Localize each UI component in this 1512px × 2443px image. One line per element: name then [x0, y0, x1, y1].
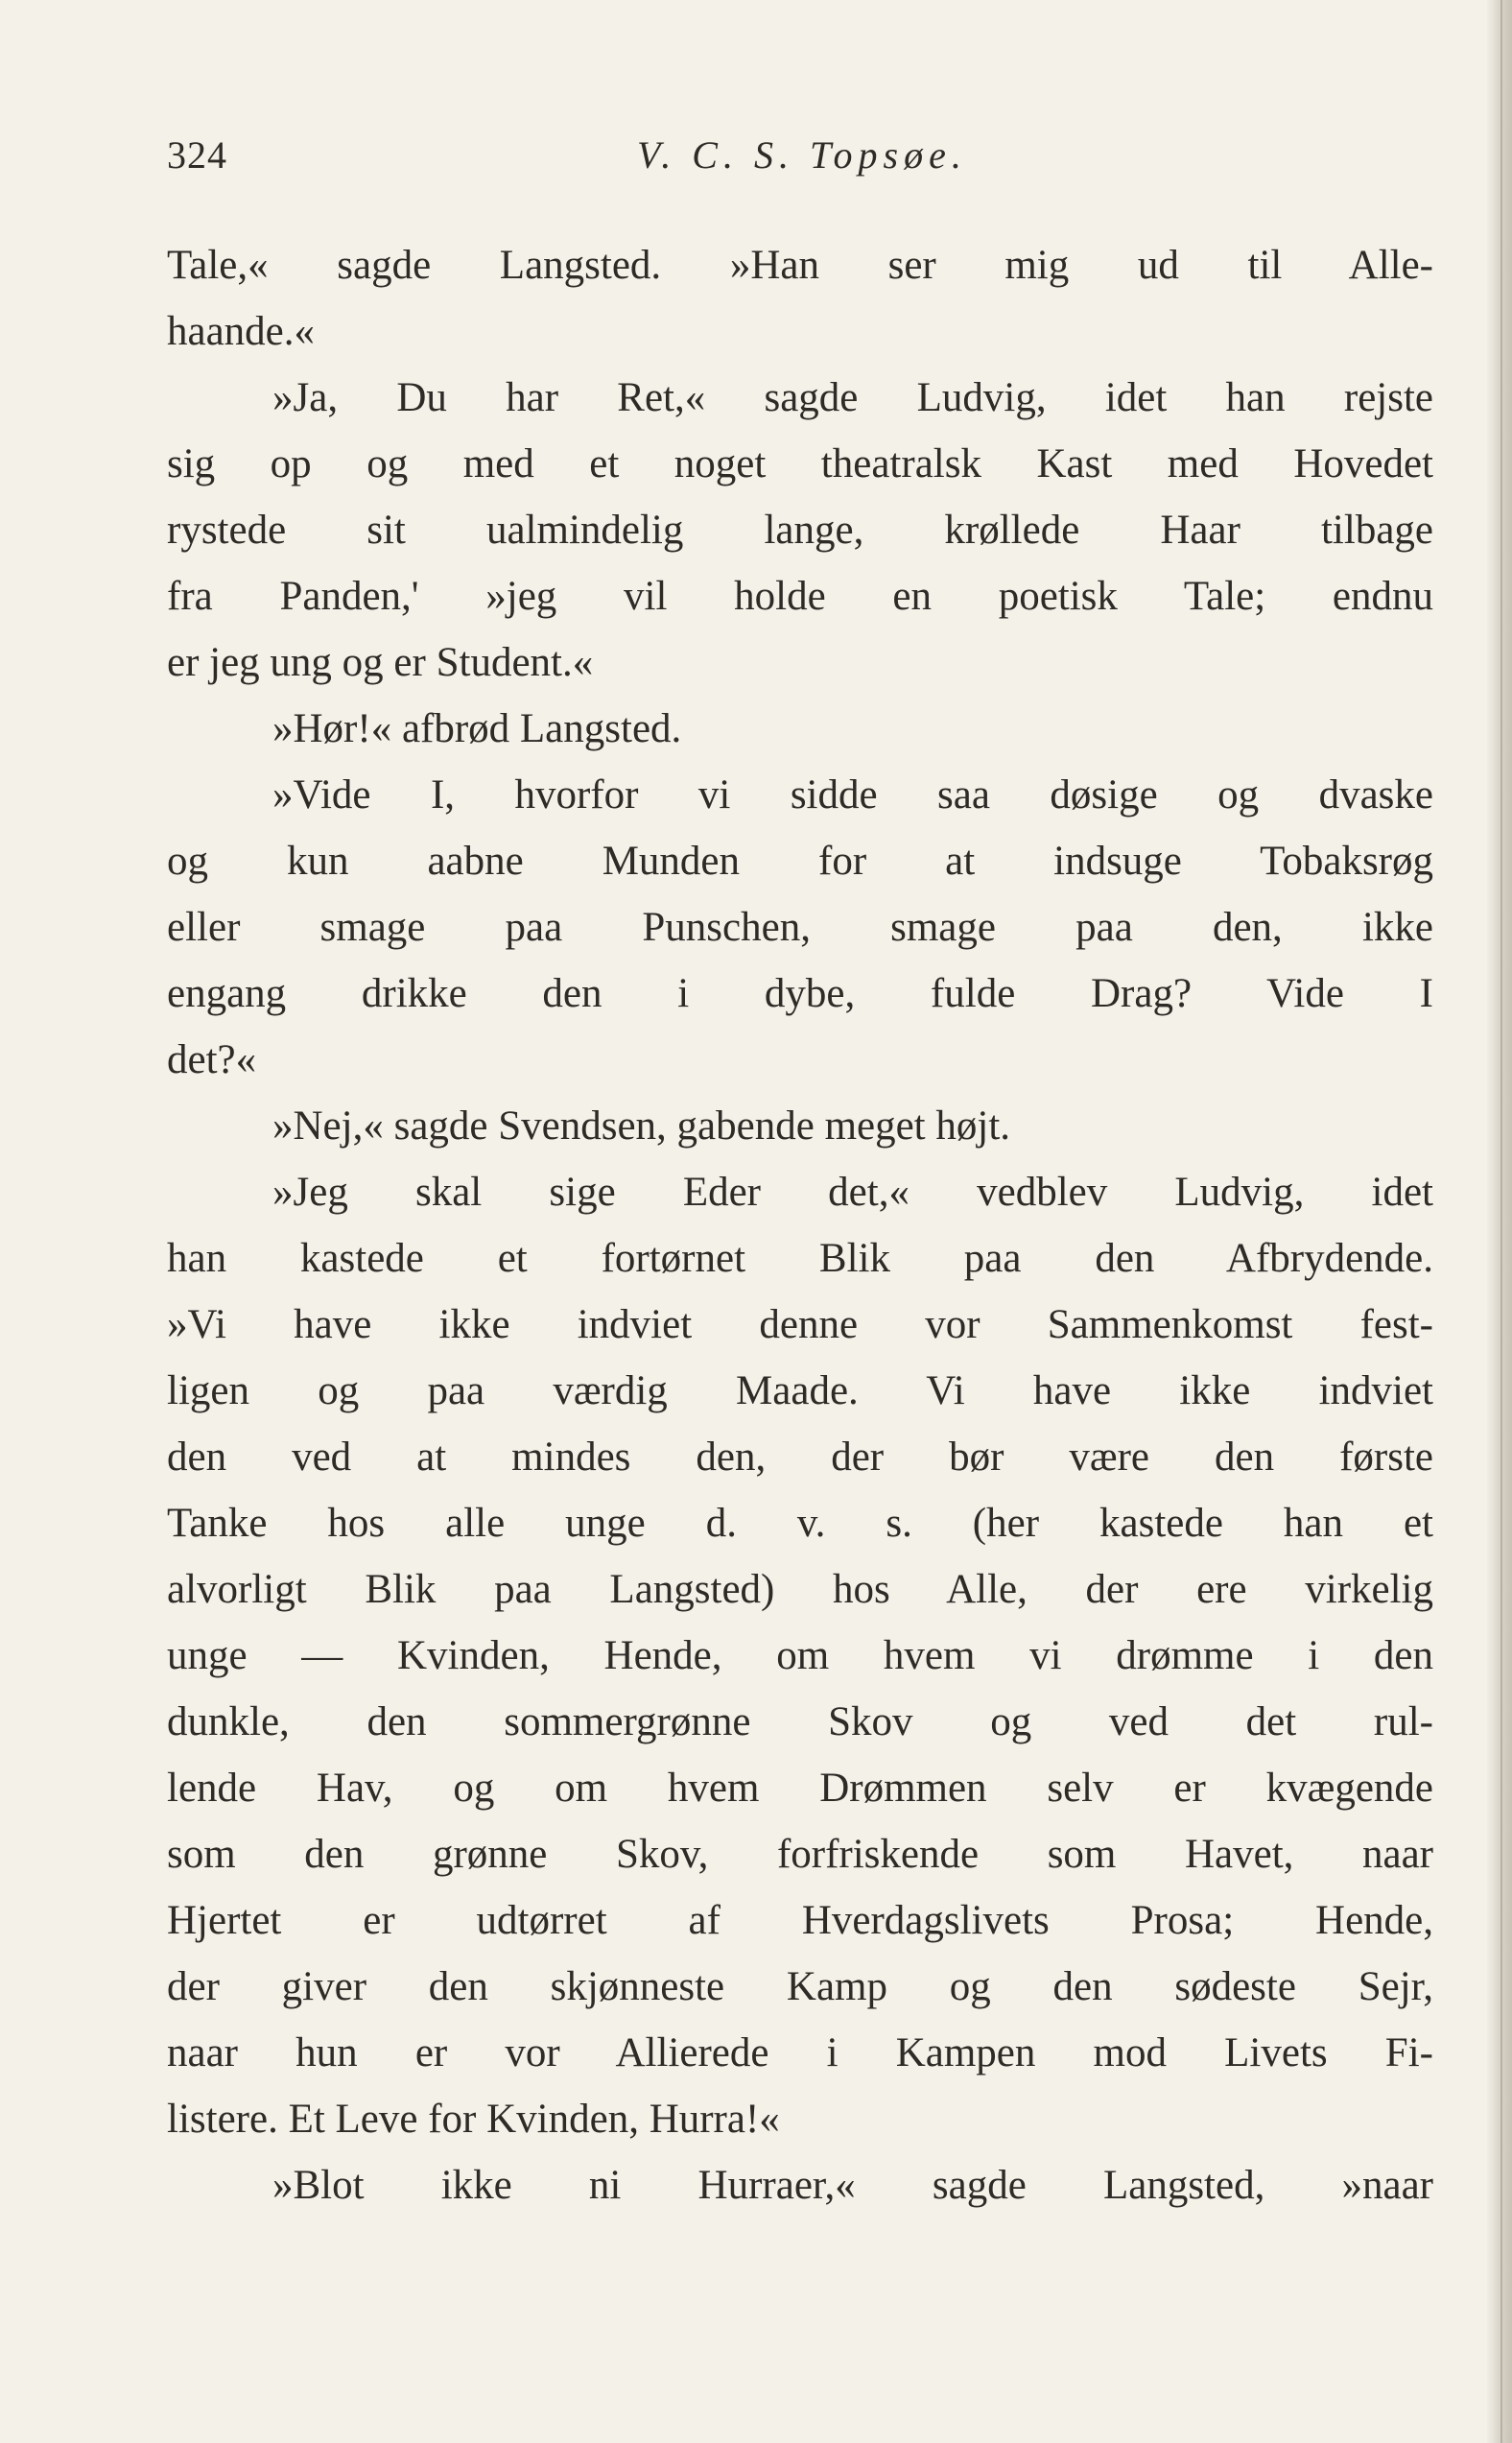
- text-line: »Blot ikke ni Hurraer,« sagde Langsted, »naar: [272, 2163, 1433, 2208]
- text-line: Hjertet er udtørret af Hverdagslivets Prosa; Hende,: [167, 1898, 1433, 1943]
- text-line: sig op og med et noget theatralsk Kast med Hovedet: [167, 441, 1433, 486]
- text-line: som den grønne Skov, forfriskende som Havet, naar: [167, 1832, 1433, 1877]
- text-line: »Ja, Du har Ret,« sagde Ludvig, idet han rejste: [272, 375, 1433, 420]
- body-text: [167, 232, 1433, 2218]
- text-line: dunkle, den sommergrønne Skov og ved det rul-: [167, 1699, 1433, 1744]
- text-line: alvorligt Blik paa Langsted) hos Alle, der ere virkelig: [167, 1567, 1433, 1612]
- text-line: naar hun er vor Allierede i Kampen mod Livets Fi-: [167, 2030, 1433, 2075]
- page-edge: [1487, 0, 1512, 2443]
- text-line: listere. Et Leve for Kvinden, Hurra!«: [167, 2097, 780, 2142]
- page-number: 324: [167, 133, 227, 177]
- text-line: eller smage paa Punschen, smage paa den, ikke: [167, 905, 1433, 950]
- text-line: det?«: [167, 1037, 257, 1082]
- text-line: den ved at mindes den, der bør være den første: [167, 1435, 1433, 1480]
- text-line: Tale,« sagde Langsted. »Han ser mig ud til Alle-: [167, 243, 1433, 288]
- page-header: [167, 132, 1433, 190]
- text-line: Tanke hos alle unge d. v. s. (her kastede han et: [167, 1501, 1433, 1546]
- text-line: unge — Kvinden, Hende, om hvem vi drømme i den: [167, 1633, 1433, 1678]
- running-title: V. C. S. Topsøe.: [637, 133, 967, 177]
- text-line: »Hør!« afbrød Langsted.: [272, 706, 682, 751]
- page-edge-line: [1500, 0, 1502, 2443]
- text-line: haande.«: [167, 309, 316, 354]
- text-line: »Jeg skal sige Eder det,« vedblev Ludvig, idet: [272, 1170, 1433, 1215]
- text-line: »Vi have ikke indviet denne vor Sammenkomst fest-: [167, 1302, 1433, 1347]
- text-line: »Vide I, hvorfor vi sidde saa døsige og dvaske: [272, 772, 1433, 818]
- text-line: ligen og paa værdig Maade. Vi have ikke indviet: [167, 1368, 1433, 1413]
- text-line: fra Panden,' »jeg vil holde en poetisk Tale; endnu: [167, 574, 1433, 619]
- text-line: og kun aabne Munden for at indsuge Tobaksrøg: [167, 839, 1433, 884]
- text-line: engang drikke den i dybe, fulde Drag? Vide I: [167, 971, 1433, 1016]
- text-line: er jeg ung og er Student.«: [167, 640, 594, 685]
- text-line: han kastede et fortørnet Blik paa den Afbrydende.: [167, 1236, 1433, 1281]
- text-line: »Nej,« sagde Svendsen, gabende meget højt.: [272, 1103, 1011, 1149]
- text-line: der giver den skjønneste Kamp og den sødeste Sejr,: [167, 1964, 1433, 2009]
- text-line: lende Hav, og om hvem Drømmen selv er kvægende: [167, 1766, 1433, 1811]
- text-line: rystede sit ualmindelig lange, krøllede Haar tilbage: [167, 508, 1433, 553]
